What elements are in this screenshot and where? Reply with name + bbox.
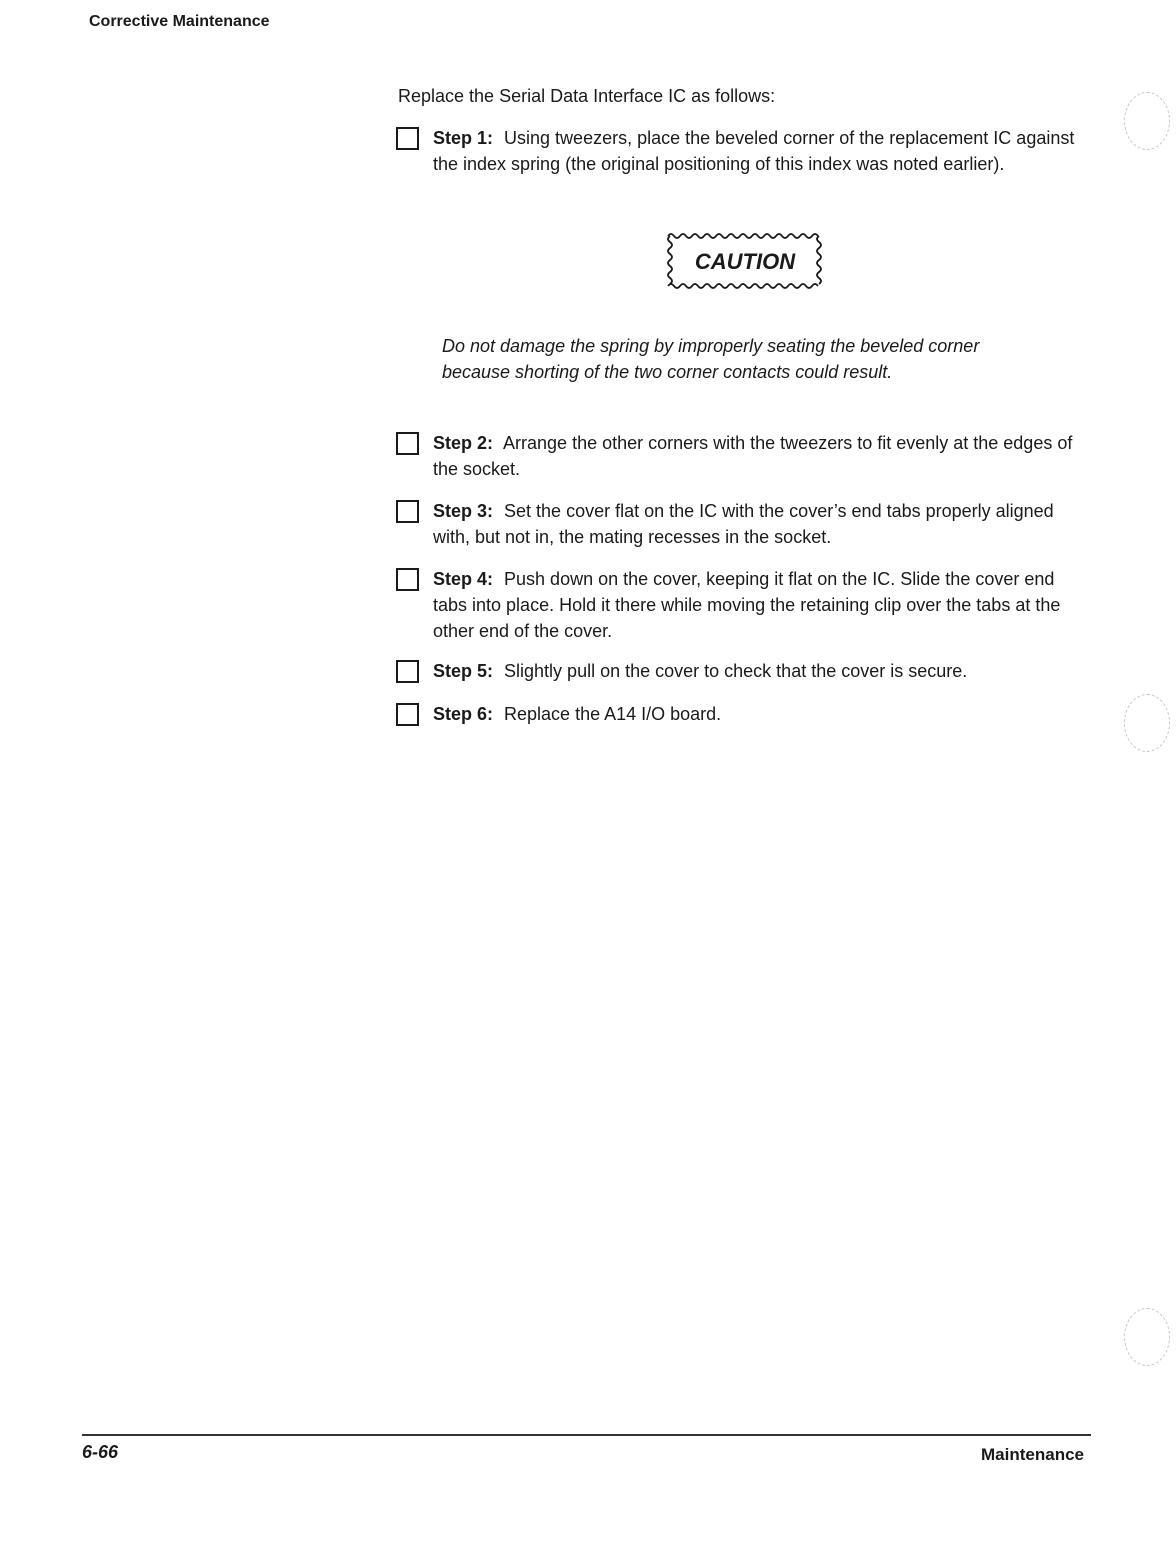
step-2 bbox=[396, 430, 1086, 482]
punch-hole-icon bbox=[1124, 694, 1170, 752]
step-1 bbox=[396, 125, 1086, 177]
footer-divider bbox=[82, 1434, 1091, 1436]
step-checkbox[interactable] bbox=[396, 432, 419, 455]
step-4 bbox=[396, 566, 1086, 644]
step-3 bbox=[396, 498, 1086, 550]
step-label: Step 2: bbox=[433, 433, 494, 453]
step-checkbox[interactable] bbox=[396, 500, 419, 523]
step-text: Arrange the other corners with the tweezers to fit evenly at the edges of the socket. bbox=[433, 433, 1073, 479]
caution-text: Do not damage the spring by improperly seating the beveled corner because shorting of the two corner contacts could result. bbox=[442, 336, 980, 382]
step-text: Set the cover flat on the IC with the cover’s end tabs properly aligned with, but not in, the mating recesses in the socket. bbox=[433, 501, 1054, 547]
footer-section: Maintenance bbox=[981, 1445, 1084, 1464]
step-text: Slightly pull on the cover to check that the cover is secure. bbox=[504, 661, 968, 681]
step-label: Step 5: bbox=[433, 661, 494, 681]
step-label: Step 1: bbox=[433, 128, 494, 148]
step-label: Step 3: bbox=[433, 501, 494, 521]
caution-title: CAUTION bbox=[694, 249, 796, 274]
caution-banner bbox=[664, 230, 826, 292]
step-checkbox[interactable] bbox=[396, 703, 419, 726]
intro-text: Replace the Serial Data Interface IC as follows: bbox=[398, 86, 776, 106]
step-text: Using tweezers, place the beveled corner of the replacement IC against the index spring (the original positioning of this index was noted earlier). bbox=[433, 128, 1075, 174]
step-5 bbox=[396, 658, 1086, 684]
step-checkbox[interactable] bbox=[396, 127, 419, 150]
step-6 bbox=[396, 701, 1086, 727]
step-checkbox[interactable] bbox=[396, 660, 419, 683]
page-header: Corrective Maintenance bbox=[89, 13, 270, 30]
step-text: Replace the A14 I/O board. bbox=[504, 704, 722, 724]
step-label: Step 4: bbox=[433, 569, 494, 589]
step-label: Step 6: bbox=[433, 704, 494, 724]
step-text: Push down on the cover, keeping it flat on the IC. Slide the cover end tabs into place. Hold it there while moving the retaining clip over the tabs at the other end of the cover. bbox=[433, 569, 1061, 641]
punch-hole-icon bbox=[1124, 92, 1170, 150]
punch-hole-icon bbox=[1124, 1308, 1170, 1366]
page-number: 6-66 bbox=[82, 1442, 119, 1462]
step-checkbox[interactable] bbox=[396, 568, 419, 591]
